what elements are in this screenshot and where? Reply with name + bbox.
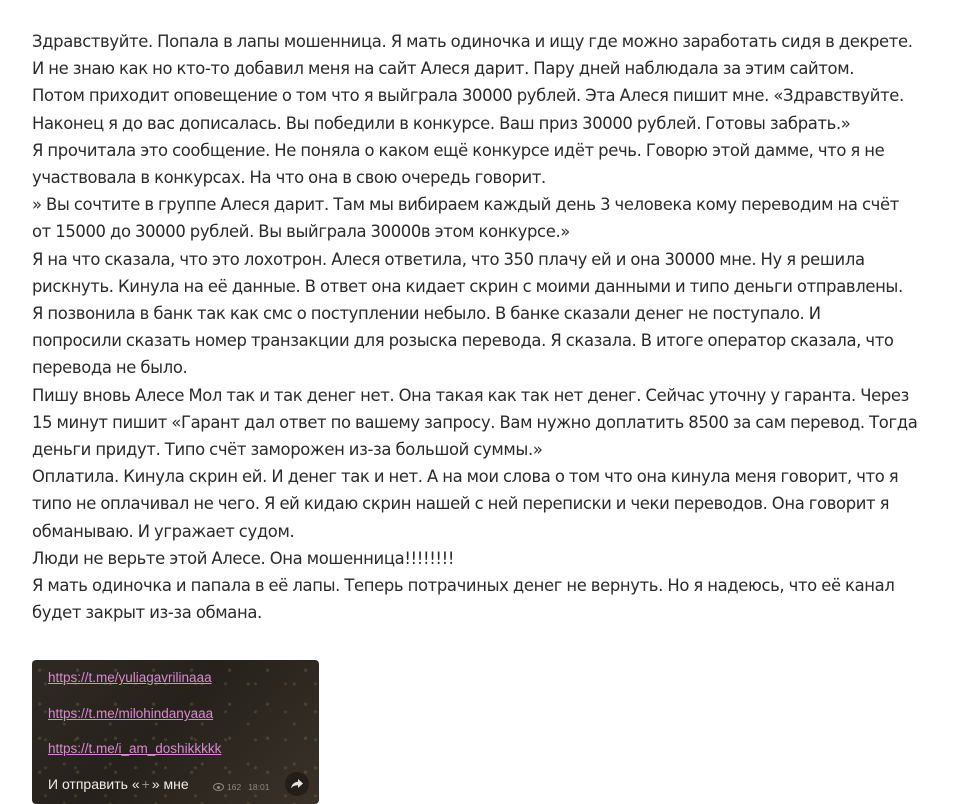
view-count: 162 [227, 782, 242, 792]
article-line: перевода не было. [32, 358, 188, 378]
article-line: участвовала в конкурсах. На что она в свою очередь говорит. [32, 168, 546, 188]
forward-button[interactable] [285, 772, 309, 796]
article-line: Потом приходит оповещение о том что я выйграла 30000 рублей. Эта Алеся пишит мне. «Здравствуйте. [32, 86, 904, 106]
article-line: И не знаю как но кто-то добавил меня на сайт Алеся дарит. Пару дней наблюдала за этим сайтом. [32, 59, 855, 79]
message-text-suffix: » мне [151, 776, 189, 792]
article-line: обманываю. И угражает судом. [32, 521, 295, 541]
article-text [32, 28, 962, 626]
message-text-prefix: И отправить « [48, 776, 140, 792]
message-time: 18:01 [248, 782, 270, 792]
article-line: Наконец я до вас дописалась. Вы победили в конкурсе. Ваш приз 30000 рублей. Готовы забрать.» [32, 113, 851, 133]
article-line: Я позвонила в банк так как смс о поступлении небыло. В банке сказали денег не поступало. И [32, 304, 821, 324]
message-meta [213, 782, 269, 792]
plus-icon: + [141, 776, 150, 792]
article-line: типо не оплачивал не чего. Я ей кидаю скрин нашей с ней переписки и чеки переводов. Она говорит я [32, 494, 890, 514]
article-line: попросили сказать номер транзакции для розыска перевода. Я сказала. В итоге оператор сказала, что [32, 331, 894, 351]
telegram-link[interactable]: https://t.me/milohindanyaaa [48, 706, 214, 721]
article-line: деньги придут. Типо счёт заморожен из-за большой суммы.» [32, 440, 543, 460]
article-line: Здравствуйте. Попала в лапы мошенница. Я мать одиночка и ищу где можно заработать сидя в декрете. [32, 32, 913, 51]
article-line: от 15000 до 30000 рублей. Вы выйграла 30000в этом конкурсе.» [32, 222, 570, 242]
telegram-message-screenshot [32, 660, 319, 804]
telegram-link[interactable]: https://t.me/i_am_doshikkkkk [48, 741, 222, 756]
message-text [48, 776, 189, 792]
article-line: Люди не верьте этой Алесе. Она мошенница!!!!!!!! [32, 548, 455, 568]
eye-icon [213, 783, 224, 791]
article-line: » Вы сочтите в группе Алеся дарит. Там мы вибираем каждый день 3 человека кому переводим на счёт [32, 195, 899, 215]
forward-arrow-icon [291, 779, 303, 789]
article-line: Я на что сказала, что это лохотрон. Алеся ответила, что 350 плачу ей и она 30000 мне. Ну я решила [32, 249, 865, 269]
article-line: Пишу вновь Алесе Мол так и так денег нет. Она такая как так нет денег. Сейчас уточну у гаранта. Через [32, 385, 910, 405]
article-line: Я мать одиночка и папала в её лапы. Теперь потрачиных денег не вернуть. Но я надеюсь, что её канал [32, 576, 895, 596]
article-line: 15 минут пишит «Гарант дал ответ по вашему запросу. Вам нужно доплатить 8500 за сам перевод. Тогда [32, 412, 918, 432]
telegram-link[interactable]: https://t.me/yuliagavrilinaaa [48, 670, 212, 685]
article-line: Я прочитала это сообщение. Не поняла о каком ещё конкурсе идёт речь. Говорю этой дамме, что я не [32, 140, 885, 160]
article-line: Оплатила. Кинула скрин ей. И денег так и нет. А на мои слова о том что она кинула меня говорит, что я [32, 467, 899, 487]
article-line: рискнуть. Кинула на её данные. В ответ она кидает скрин с моими данными и типо деньги отправлены. [32, 276, 903, 296]
article-line: будет закрыт из-за обмана. [32, 603, 262, 623]
